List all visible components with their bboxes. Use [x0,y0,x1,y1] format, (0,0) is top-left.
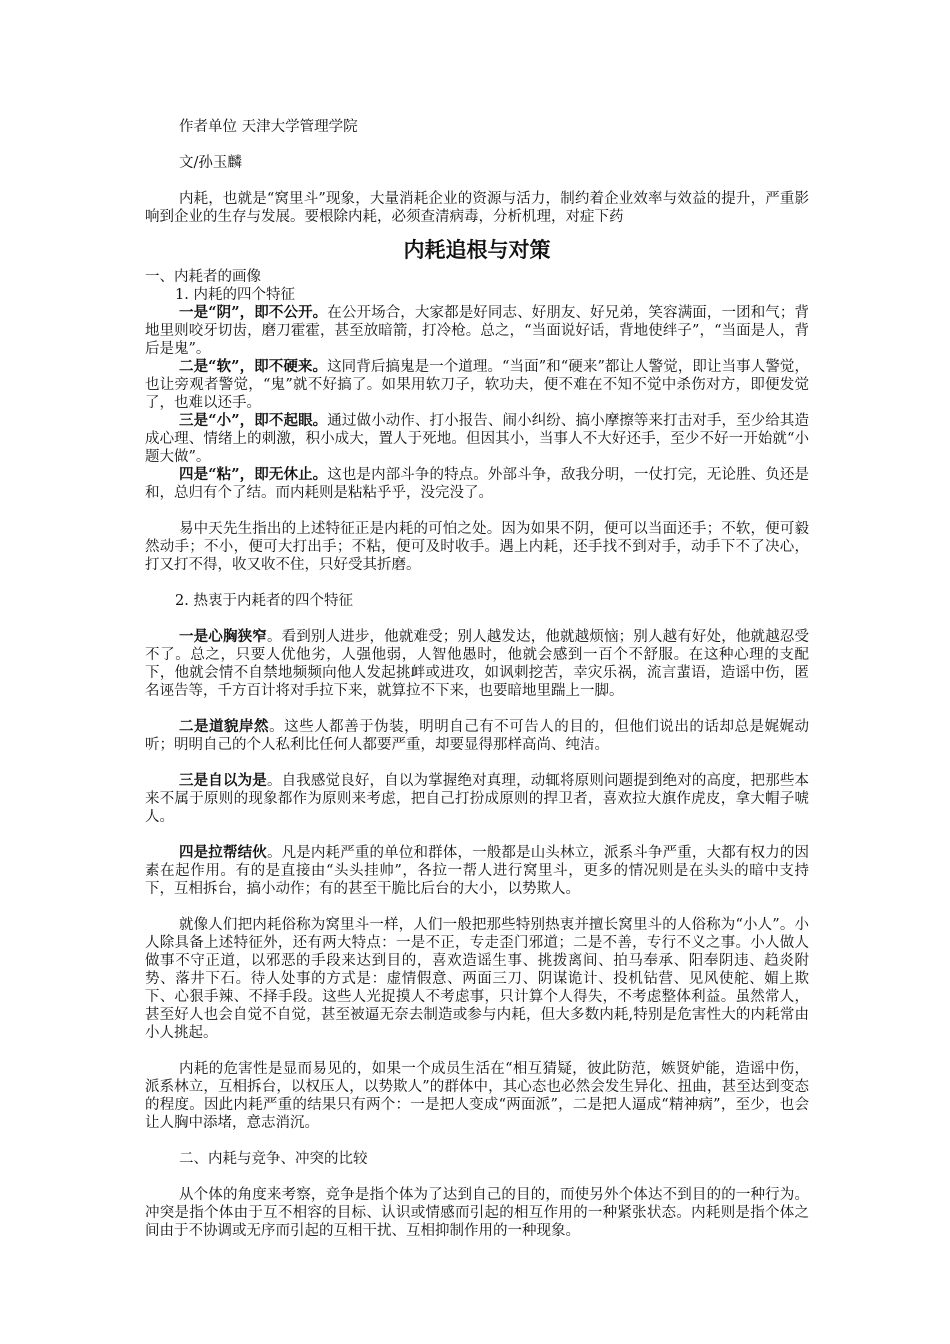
harm-paragraph: 内耗的危害性是显而易见的，如果一个成员生活在“相互猜疑，彼此防范，嫉贤妒能，造谣中伤，派系林立，互相拆台，以权压人，以势欺人”的群体中，其心态也必然会发生异化、扭曲，甚至达到变态的程度。因此内耗严重的结果只有两个：一是把人变成“两面派”，二是把人逼成“精神病”，至少，也会让人胸中添堵，意志消沉。 [145,1061,809,1131]
trait-paragraph [145,412,809,466]
trait2-text: 。凡是内耗严重的单位和群体，一般都是山头林立，派系斗争严重，大都有权力的因素在起作用。有的是直接由“头头挂帅”，各拉一帮人进行窝里斗，更多的情况则是在头头的暗中支持下，互相拆台，搞小动作；有的甚至干脆比后台的大小，以势欺人。 [145,845,810,897]
section2-heading: 二、内耗与竞争、冲突的比较 [179,1151,368,1167]
trait-text: 这也是内部斗争的特点。外部斗争，敌我分明，一仗打完，无论胜、负还是和，总归有个了结。而内耗则是粘粘乎乎，没完没了。 [145,467,810,501]
trait2-text: 。这些人都善于伪装，明明自己有不可告人的目的，但他们说出的话却总是娓娓动听；明明自己的个人私利比任何人都要严重，却要显得那样高尚、纯洁。 [145,719,810,753]
trait2-lead: 一是心胸狭窄 [179,628,267,645]
section1-heading: 一、内耗者的画像 [145,269,261,285]
trait-lead: 三是“小”，即不起眼。 [179,412,328,429]
trait-paragraph [145,304,809,358]
author-unit: 作者单位 天津大学管理学院 [179,119,358,135]
yi-zhongtian-paragraph: 易中天先生指出的上述特征正是内耗的可怕之处。因为如果不阴，便可以当面还手；不软，便可毅然动手；不小，便可大打出手；不粘，便可及时收手。遇上内耗，还手找不到对手，动手下不了决心，打又打不得，收又收不住，只好受其折磨。 [145,521,809,573]
trait2-text: 。自我感觉良好，自以为掌握绝对真理，动辄将原则问题提到绝对的高度，把那些本来不属于原则的现象都作为原则来考虑，把自己打扮成原则的捍卫者，喜欢拉大旗作虎皮，拿大帽子唬人。 [145,773,810,825]
intro-paragraph: 内耗，也就是“窝里斗”现象，大量消耗企业的资源与活力，制约着企业效率与效益的提升，严重影响到企业的生存与发展。要根除内耗，必须查清病毒，分析机理，对症下药 [145,191,809,225]
trait-lead: 一是“阴”，即不公开。 [179,304,328,321]
subheading-four-traits: 1. 内耗的四个特征 [175,287,295,303]
trait2-paragraph [145,844,809,898]
trait-text: 通过做小动作、打小报告、闹小纠纷、搞小摩擦等来打击对手，至少给其造成心理、情绪上的刺激，积小成大，置人于死地。但因其小，当事人不大好还手，至少不好一开始就“小题大做”。 [145,413,810,465]
trait2-lead: 四是拉帮结伙 [179,844,267,861]
trait-paragraph [145,358,809,412]
trait2-paragraph [145,772,809,826]
trait-text: 在公开场合，大家都是好同志、好朋友、好兄弟，笑容满面，一团和气；背地里则咬牙切齿，磨刀霍霍，甚至放暗箭，打冷枪。总之，“当面说好话，背地使绊子”，“当面是人，背后是鬼”。 [145,305,810,357]
trait2-lead: 三是自以为是 [179,772,267,789]
trait-text: 这同背后搞鬼是一个道理。“当面”和“硬来”都让人警觉，即让当事人警觉，也让旁观者警觉，“鬼”就不好搞了。如果用软刀子，软功夫，便不难在不知不觉中杀伤对方，即便发觉了，也难以还手。 [145,359,809,411]
trait2-paragraph [145,628,809,700]
xiaoren-paragraph: 就像人们把内耗俗称为窝里斗一样，人们一般把那些特别热衷并擅长窝里斗的人俗称为“小人”。小人除具备上述特征外，还有两大特点：一是不正，专走歪门邪道；二是不善，专行不义之事。小人做人做事不守正道，以邪恶的手段来达到目的，喜欢造谣生事、挑拨离间、拍马奉承、阳奉阴违、趋炎附势、落井下石。待人处事的方式是：虚情假意、两面三刀、阴谋诡计、投机钻营、见风使舵、媚上欺下、心狠手辣、不择手段。这些人光捉摸人不考虑事，只计算个人得失，不考虑整体利益。虽然常人，甚至好人也会自觉不自觉，甚至被逼无奈去制造或参与内耗，但大多数内耗,特别是危害性大的内耗常由小人挑起。 [145,917,809,1041]
subheading-enthusiast-traits: 2. 热衷于内耗者的四个特征 [175,593,353,609]
trait-paragraph [145,466,809,502]
trait2-text: 。看到别人进步，他就难受；别人越发达，他就越烦恼；别人越有好处，他就越忍受不了。总之，只要人优他劣，人强他弱，人智他愚时，他就会感到一百个不舒服。在这种心理的支配下，他就会情不自禁地频频向他人发起挑衅或进攻，如讽刺挖苦，幸灾乐祸，流言蜚语，造谣中伤，匿名诬告等，千方百计将对手拉下来，就算拉不下来，也要暗地里踹上一脚。 [145,629,810,699]
byline: 文/孙玉麟 [179,155,242,171]
trait2-lead: 二是道貌岸然 [179,718,270,735]
comparison-paragraph: 从个体的角度来考察，竞争是指个体为了达到自己的目的，而使另外个体达不到目的的一种行为。冲突是指个体由于互不相容的目标、认识或情感而引起的相互作用的一种紧张状态。内耗则是指个体之间由于不协调或无序而引起的互相干扰、互相抑制作用的一种现象。 [145,1187,809,1239]
document-body [145,118,809,1240]
trait-lead: 四是“粘”，即无休止。 [179,466,328,483]
trait2-paragraph [145,718,809,754]
trait-lead: 二是“软”，即不硬来。 [179,358,328,375]
article-title: 内耗追根与对策 [403,237,551,262]
